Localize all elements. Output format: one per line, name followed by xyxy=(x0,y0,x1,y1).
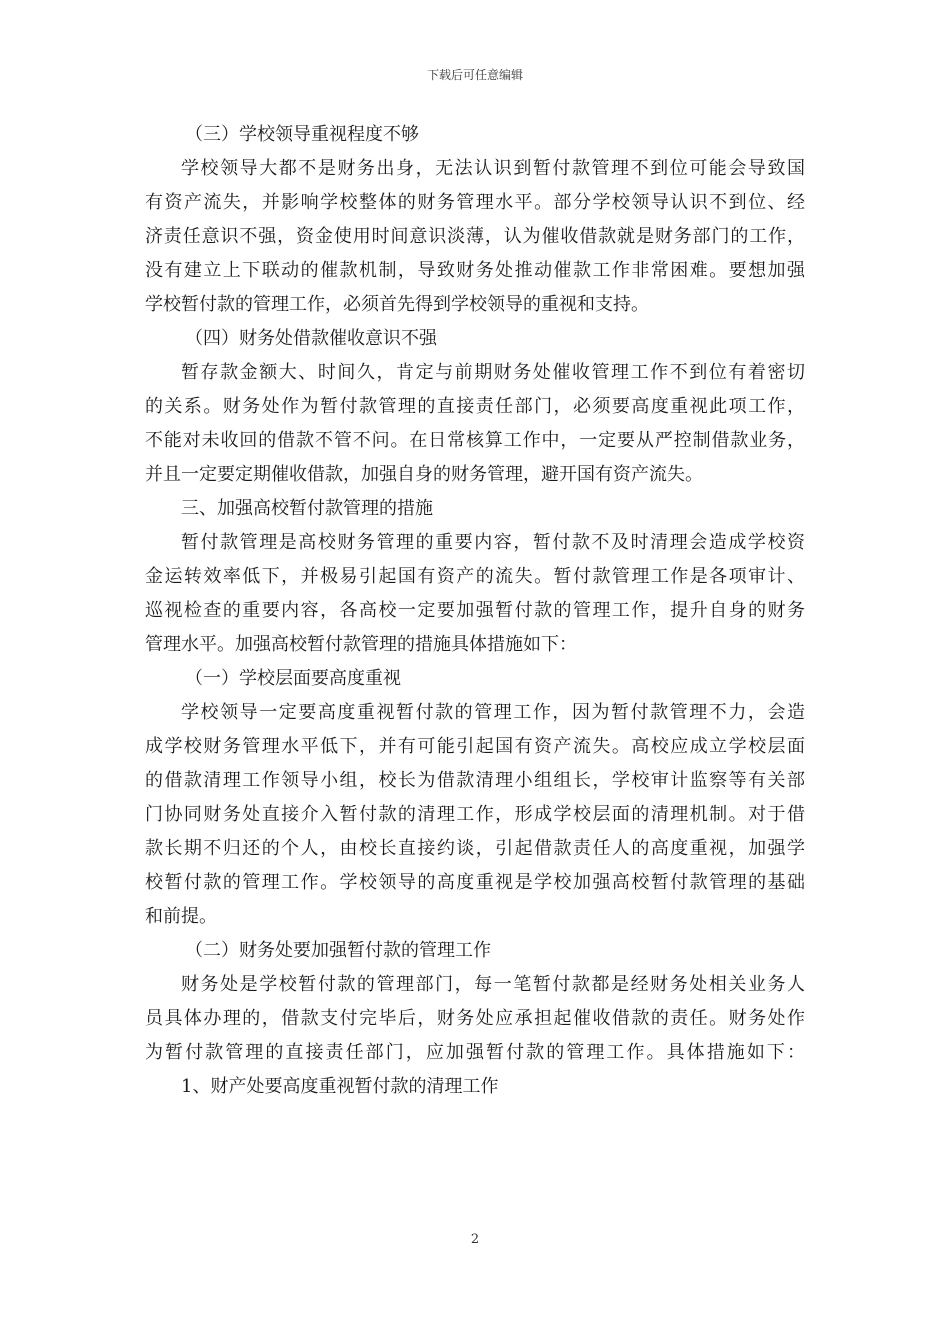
body-line: 学校领导一定要高度重视暂付款的管理工作，因为暂付款管理不力，会造 xyxy=(181,702,805,723)
body-line: 管理水平。加强高校暂付款管理的措施具体措施如下： xyxy=(145,634,577,655)
section-heading: （二）财务处要加强暂付款的管理工作 xyxy=(185,940,491,961)
body-line: 款长期不归还的个人，由校长直接约谈，引起借款责任人的高度重视，加强学 xyxy=(145,838,805,859)
body-line: 学校暂付款的管理工作，必须首先得到学校领导的重视和支持。 xyxy=(145,294,649,315)
body-line: 金运转效率低下，并极易引起国有资产的流失。暂付款管理工作是各项审计、 xyxy=(145,566,805,587)
body-line: 暂存款金额大、时间久，肯定与前期财务处催收管理工作不到位有着密切 xyxy=(181,362,805,383)
document-body xyxy=(145,118,805,1104)
body-line: 的借款清理工作领导小组，校长为借款清理小组组长，学校审计监察等有关部 xyxy=(145,770,805,791)
body-line: 学校领导大都不是财务出身，无法认识到暂付款管理不到位可能会导致国 xyxy=(181,158,805,179)
body-line: 校暂付款的管理工作。学校领导的高度重视是学校加强高校暂付款管理的基础 xyxy=(145,872,805,893)
body-line: 有资产流失，并影响学校整体的财务管理水平。部分学校领导认识不到位、经 xyxy=(145,192,805,213)
body-line: 济责任意识不强，资金使用时间意识淡薄，认为催收借款就是财务部门的工作， xyxy=(145,226,805,247)
body-line: 为暂付款管理的直接责任部门，应加强暂付款的管理工作。具体措施如下： xyxy=(145,1042,805,1063)
body-line: 的关系。财务处作为暂付款管理的直接责任部门，必须要高度重视此项工作， xyxy=(145,396,805,417)
body-line: 暂付款管理是高校财务管理的重要内容，暂付款不及时清理会造成学校资 xyxy=(181,532,805,553)
section-heading: （一）学校层面要高度重视 xyxy=(185,668,401,689)
section-heading: （四）财务处借款催收意识不强 xyxy=(185,328,437,349)
body-line: 财务处是学校暂付款的管理部门，每一笔暂付款都是经财务处相关业务人 xyxy=(181,974,805,995)
body-line: 成学校财务管理水平低下，并有可能引起国有资产流失。高校应成立学校层面 xyxy=(145,736,805,757)
body-line: 没有建立上下联动的催款机制，导致财务处推动催款工作非常困难。要想加强 xyxy=(145,260,805,281)
body-line: 不能对未收回的借款不管不问。在日常核算工作中，一定要从严控制借款业务， xyxy=(145,430,805,451)
body-line: 员具体办理的，借款支付完毕后，财务处应承担起催收借款的责任。财务处作 xyxy=(145,1008,805,1029)
section-heading: （三）学校领导重视程度不够 xyxy=(185,124,419,145)
section-heading: 1、财产处要高度重视暂付款的清理工作 xyxy=(181,1076,499,1097)
section-heading: 三、加强高校暂付款管理的措施 xyxy=(181,498,433,519)
body-line: 门协同财务处直接介入暂付款的清理工作，形成学校层面的清理机制。对于借 xyxy=(145,804,805,825)
body-line: 巡视检查的重要内容，各高校一定要加强暂付款的管理工作，提升自身的财务 xyxy=(145,600,805,621)
body-line: 和前提。 xyxy=(145,906,217,927)
page-header: 下载后可任意编辑 xyxy=(426,68,523,82)
body-line: 并且一定要定期催收借款，加强自身的财务管理，避开国有资产流失。 xyxy=(145,464,703,485)
page-number: 2 xyxy=(470,1232,480,1247)
